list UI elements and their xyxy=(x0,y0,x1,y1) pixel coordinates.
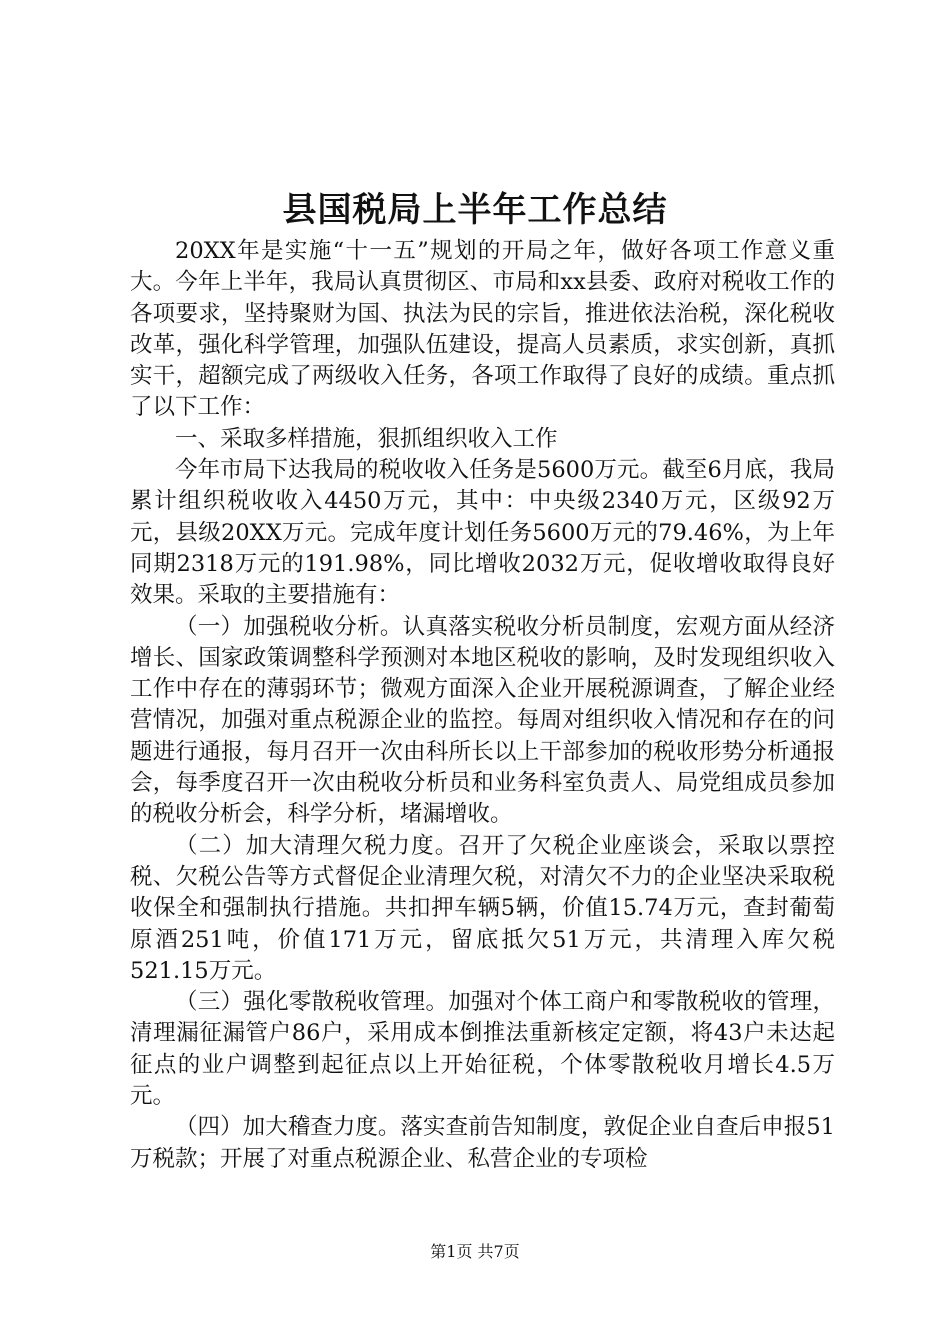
section-heading-1: 一、采取多样措施，狠抓组织收入工作 xyxy=(175,425,558,452)
paragraph-measure-2: （二）加大清理欠税力度。召开了欠税企业座谈会，采取以票控税、欠税公告等方式督促企业清理欠税，对清欠不力的企业坚决采取税收保全和强制执行措施。共扣押车辆5辆，价值15.74万元，查封葡萄原酒251吨，价值171万元，留底抵欠51万元，共清理入库欠税521.15万元。 xyxy=(130,832,835,984)
document-body xyxy=(130,236,835,1175)
page-number-footer: 第1页 共7页 xyxy=(430,1242,520,1261)
paragraph-revenue: 今年市局下达我局的税收收入任务是5600万元。截至6月底，我局累计组织税收收入4450万元，其中：中央级2340万元，区级92万元，县级20XX万元。完成年度计划任务5600万元的79.46%，为上年同期2318万元的191.98%，同比增收2032万元，促收增收取得良好效果。采取的主要措施有： xyxy=(130,457,835,609)
paragraph-measure-1: （一）加强税收分析。认真落实税收分析员制度，宏观方面从经济增长、国家政策调整科学预测对本地区税收的影响，及时发现组织收入工作中存在的薄弱环节；微观方面深入企业开展税源调查，了解企业经营情况，加强对重点税源企业的监控。每周对组织收入情况和存在的问题进行通报，每月召开一次由科所长以上干部参加的税收形势分析通报会，每季度召开一次由税收分析员和业务科室负责人、局党组成员参加的税收分析会，科学分析，堵漏增收。 xyxy=(130,613,835,828)
paragraph-intro: 20XX年是实施“十一五”规划的开局之年，做好各项工作意义重大。今年上半年，我局认真贯彻区、市局和xx县委、政府对税收工作的各项要求，坚持聚财为国、执法为民的宗旨，推进依法治税，深化税收改革，强化科学管理，加强队伍建设，提高人员素质，求实创新，真抓实干，超额完成了两级收入任务，各项工作取得了良好的成绩。重点抓了以下工作： xyxy=(130,238,835,421)
paragraph-measure-4: （四）加大稽查力度。落实查前告知制度，敦促企业自查后申报51万税款；开展了对重点税源企业、私营企业的专项检 xyxy=(130,1114,835,1172)
paragraph-measure-3: （三）强化零散税收管理。加强对个体工商户和零散税收的管理，清理漏征漏管户86户，采用成本倒推法重新核定定额，将43户未达起征点的业户调整到起征点以上开始征税，个体零散税收月增长4.5万元。 xyxy=(130,989,835,1110)
document-title: 县国税局上半年工作总结 xyxy=(282,190,668,230)
